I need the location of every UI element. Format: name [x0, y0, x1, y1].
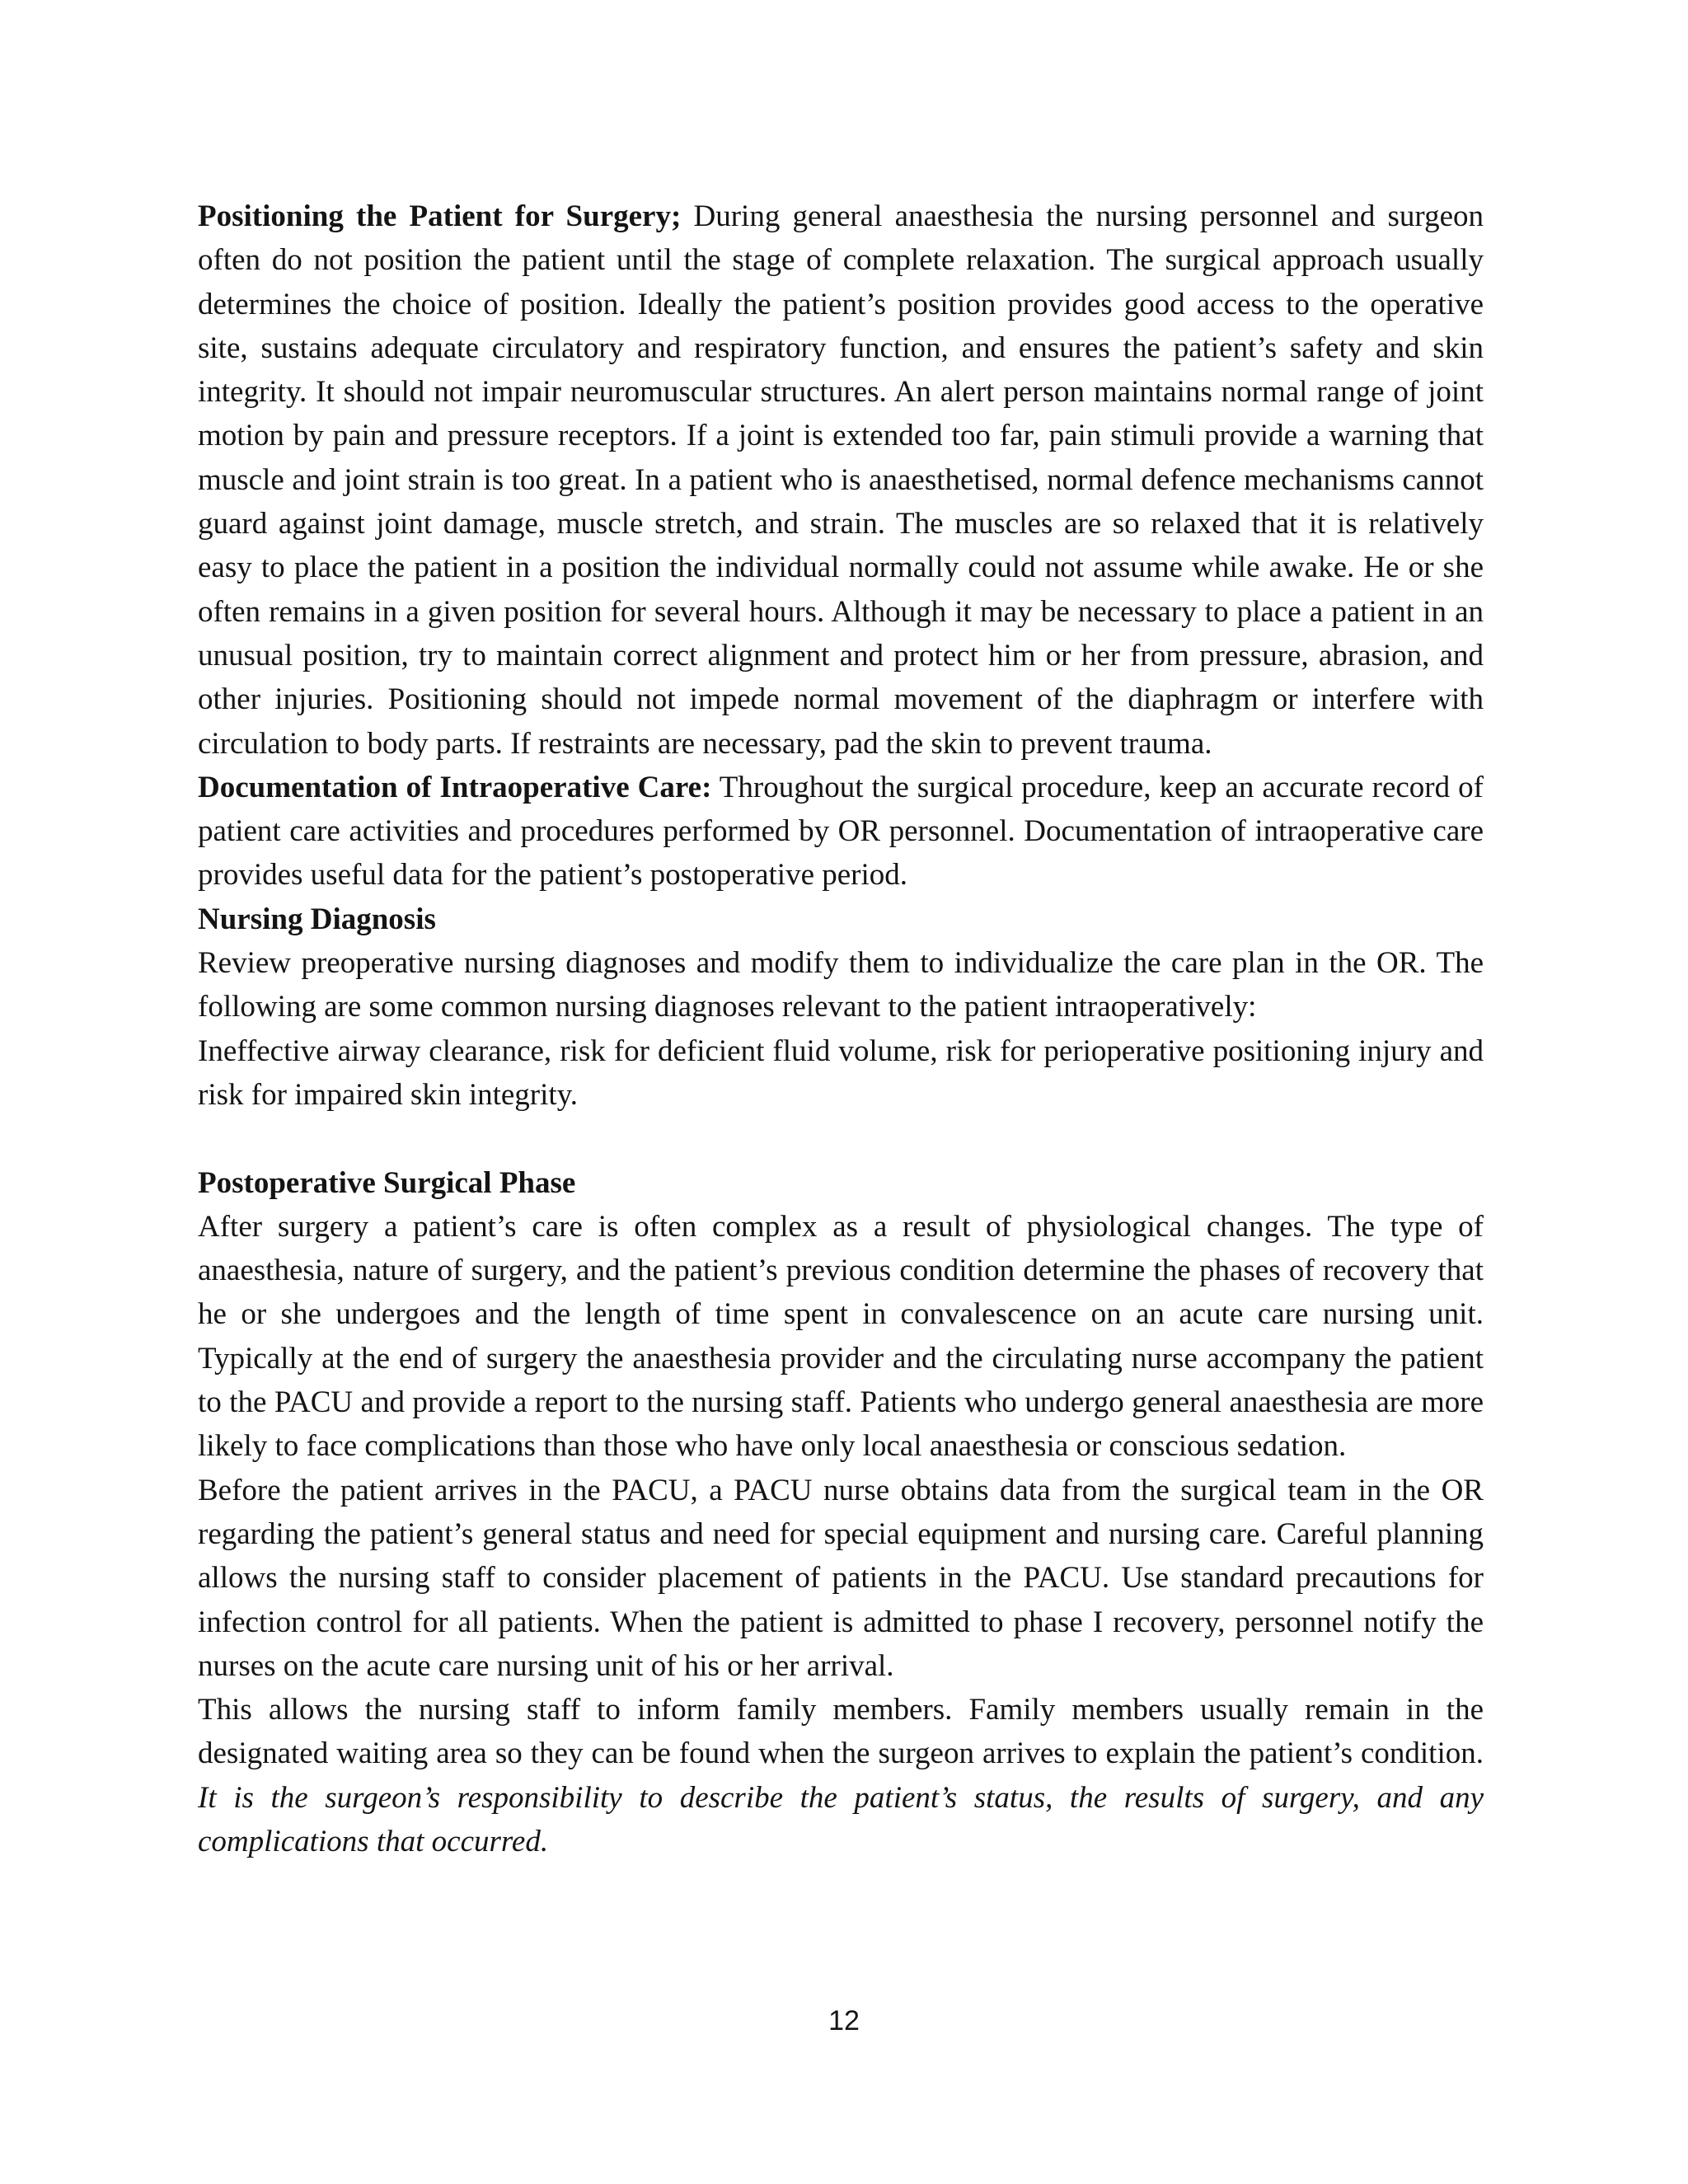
- postoperative-paragraph-1: After surgery a patient’s care is often complex as a result of physiological changes. The type of anaesthesia, nature of surgery, and the patient’s previous condition determine the phases of recovery that he or she undergoes and the length of time spent in convalescence on an acute care nursing unit. Typically at the end of surgery the anaesthesia provider and the circulating nurse accompany the patient to the PACU and provide a report to the nursing staff. Patients who undergo general anaesthesia are more likely to face complications than those who have only local anaesthesia or conscious sedation.: [198, 1209, 1484, 1464]
- documentation-heading: Documentation of Intraoperative Care:: [198, 770, 712, 804]
- postoperative-paragraph-3-text: This allows the nursing staff to inform family members. Family members usually remain in the designated waiting area so they can be found when the surgeon arrives to explain the patient’s condition.: [198, 1693, 1484, 1771]
- positioning-body: During general anaesthesia the nursing personnel and surgeon often do not position the patient until the stage of complete relaxation. The surgical approach usually determines the choice of position. Ideally the patient’s position provides good access to the operative site, sustains adequate circulatory and respiratory function, and ensures the patient’s safety and skin integrity. It should not impair neuromuscular structures. An alert person maintains normal range of joint motion by pain and pressure receptors. If a joint is extended too far, pain stimuli provide a warning that muscle and joint strain is too great. In a patient who is anaesthetised, normal defence mechanisms cannot guard against joint damage, muscle stretch, and strain. The muscles are so relaxed that it is relatively easy to place the patient in a position the individual normally could not assume while awake. He or she often remains in a given position for several hours. Although it may be necessary to place a patient in an unusual position, try to maintain correct alignment and protect him or her from pressure, abrasion, and other injuries. Positioning should not impede normal movement of the diaphragm or interfere with circulation to body parts. If restraints are necessary, pad the skin to prevent trauma.: [198, 199, 1484, 761]
- nursing-diagnosis-heading: Nursing Diagnosis: [198, 902, 436, 936]
- nursing-diagnosis-paragraph-2: Ineffective airway clearance, risk for deficient fluid volume, risk for perioperative positioning injury and risk for impaired skin integrity.: [198, 1033, 1484, 1112]
- postoperative-heading: Postoperative Surgical Phase: [198, 1165, 576, 1200]
- postoperative-paragraph-3-italic: It is the surgeon’s responsibility to describe the patient’s status, the results of surgery, and any complications that occurred.: [198, 1780, 1484, 1858]
- section-spacer: [198, 1117, 1484, 1160]
- postoperative-paragraph-3: [198, 1688, 1484, 1863]
- positioning-heading: Positioning the Patient for Surgery;: [198, 199, 682, 233]
- documentation-paragraph: [198, 766, 1484, 898]
- page-content: [198, 194, 1484, 1863]
- documentation-body: Throughout the surgical procedure, keep an accurate record of patient care activities and procedures performed by OR personnel. Documentation of intraoperative care provides useful data for the patient’s postoperative period.: [198, 770, 1484, 893]
- postoperative-paragraph-2: Before the patient arrives in the PACU, a PACU nurse obtains data from the surgical team in the OR regarding the patient’s general status and need for special equipment and nursing care. Careful planning allows the nursing staff to consider placement of patients in the PACU. Use standard precautions for infection control for all patients. When the patient is admitted to phase I recovery, personnel notify the nurses on the acute care nursing unit of his or her arrival.: [198, 1473, 1484, 1683]
- page-number: 12: [828, 2005, 860, 2036]
- nursing-diagnosis-paragraph-1: Review preoperative nursing diagnoses and modify them to individualize the care plan in the OR. The following are some common nursing diagnoses relevant to the patient intraoperatively:: [198, 946, 1484, 1024]
- positioning-paragraph: [198, 194, 1484, 766]
